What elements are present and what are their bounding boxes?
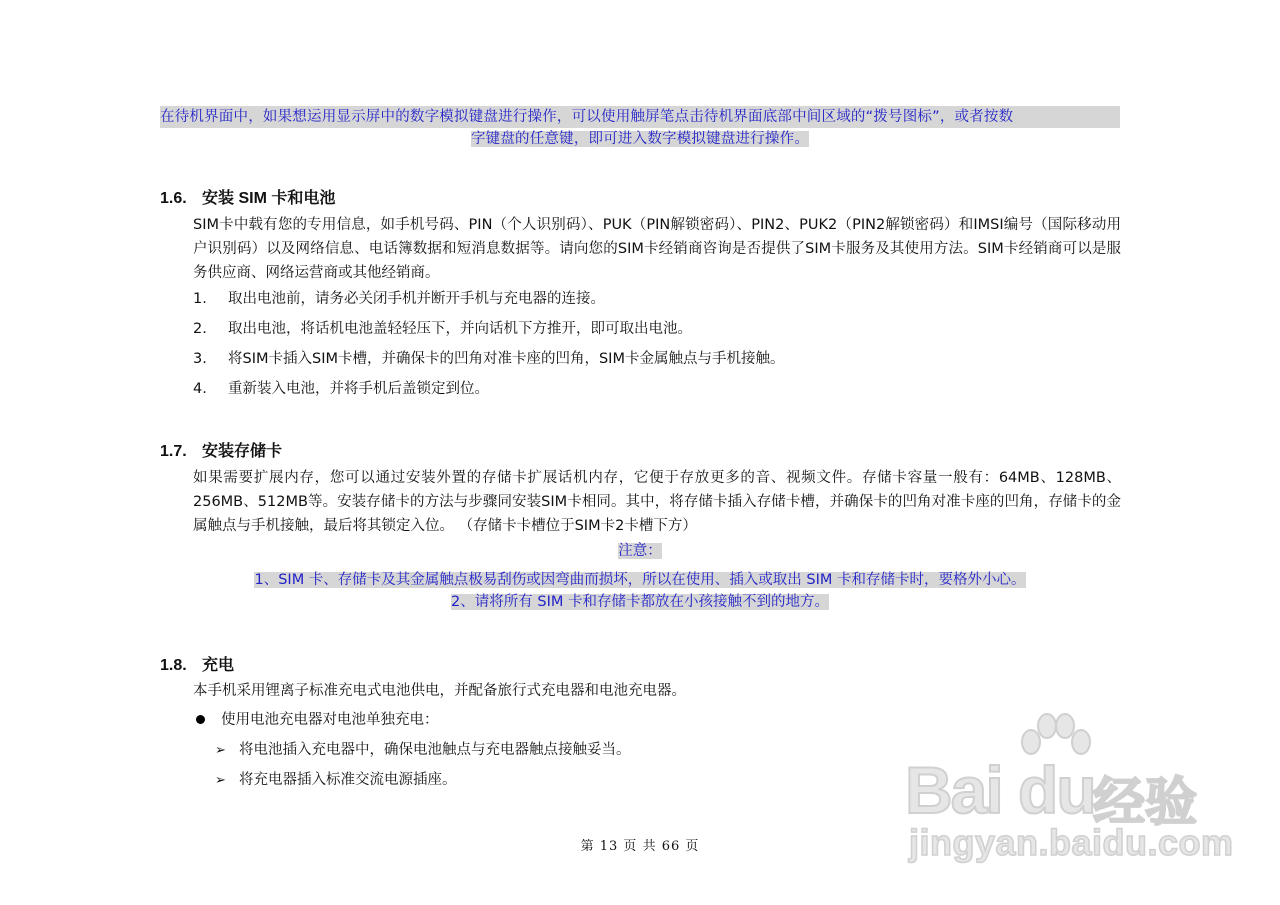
top-note-line-2: 字键盘的任意键，即可进入数字模拟键盘进行操作。 <box>470 131 810 147</box>
list-item: 3. 将SIM卡插入SIM卡槽，并确保卡的凹角对准卡座的凹角，SIM卡金属触点与手机接触。 <box>193 351 785 367</box>
list-item: ➢ 将电池插入充电器中，确保电池触点与充电器触点接触妥当。 <box>193 735 631 765</box>
section-number: 1.6. <box>160 190 187 207</box>
section-heading-1-8 <box>160 652 234 675</box>
watermark-chinese: 经验 <box>1093 773 1198 833</box>
page-footer: 第 13 页 共 66 页 <box>580 839 700 854</box>
section-1-6-steps <box>193 284 784 404</box>
section-title: 安装存储卡 <box>202 443 283 460</box>
list-item: 4. 重新装入电池，并将手机后盖锁定到位。 <box>193 381 489 397</box>
section-title: 充电 <box>202 657 235 674</box>
note-line-1: 1、SIM 卡、存储卡及其金属触点极易刮伤或因弯曲而损坏，所以在使用、插入或取出 SIM 卡和存储卡时，要格外小心。 <box>254 572 1026 588</box>
section-1-8-bullets <box>193 705 631 795</box>
list-item: 1. 取出电池前，请务必关闭手机并断开手机与充电器的连接。 <box>193 291 605 307</box>
section-1-7-paragraph: 如果需要扩展内存，您可以通过安装外置的存储卡扩展话机内存，它便于存放更多的音、视频文件。存储卡容量一般有：64MB、128MB、256MB、512MB等。安装存储卡的方法与步骤同安装SIM卡相同。其中，将存储卡插入存储卡槽，并确保卡的凹角对准卡座的凹角，存储卡的金属触点与手机接触，最后将其锁定入位。 （存储卡卡槽位于SIM卡2卡槽下方） <box>193 470 1121 534</box>
watermark-logo: Bai du <box>905 753 1095 827</box>
baidu-jingyan-watermark <box>905 712 1234 863</box>
section-1-8-paragraph: 本手机采用锂离子标准充电式电池供电，并配备旅行式充电器和电池充电器。 <box>193 683 686 699</box>
top-note <box>160 106 1120 150</box>
bullet-dot-icon <box>196 715 205 724</box>
list-item: 使用电池充电器对电池单独充电： <box>193 705 631 735</box>
section-title: 安装 SIM 卡和电池 <box>202 190 336 207</box>
section-number: 1.8. <box>160 657 187 674</box>
section-1-6-paragraph: SIM卡中载有您的专用信息，如手机号码、PIN（个人识别码）、PUK（PIN解锁密码）、PIN2、PUK2（PIN2解锁密码）和IMSI编号（国际移动用户识别码）以及网络信息、电话簿数据和短消息数据等。请向您的SIM卡经销商咨询是否提供了SIM卡服务及其使用方法。SIM卡经销商可以是服务供应商、网络运营商或其他经销商。 <box>193 217 1121 281</box>
list-item: 2. 取出电池，将话机电池盖轻轻压下，并向话机下方推开，即可取出电池。 <box>193 321 692 337</box>
section-heading-1-6 <box>160 185 335 208</box>
list-item: ➢ 将充电器插入标准交流电源插座。 <box>193 765 631 795</box>
note-line-2: 2、请将所有 SIM 卡和存储卡都放在小孩接触不到的地方。 <box>451 594 829 610</box>
arrow-right-icon: ➢ <box>215 773 226 788</box>
note-title: 注意： <box>618 543 662 559</box>
watermark-url: jingyan.baidu.com <box>909 822 1234 863</box>
arrow-right-icon: ➢ <box>215 743 226 758</box>
top-note-line-1: 在待机界面中，如果想运用显示屏中的数字模拟键盘进行操作，可以使用触屏笔点击待机界面底部中间区域的“拨号图标”，或者按数 <box>160 106 1120 128</box>
note-block <box>160 540 1120 613</box>
section-heading-1-7 <box>160 438 282 461</box>
section-number: 1.7. <box>160 443 187 460</box>
